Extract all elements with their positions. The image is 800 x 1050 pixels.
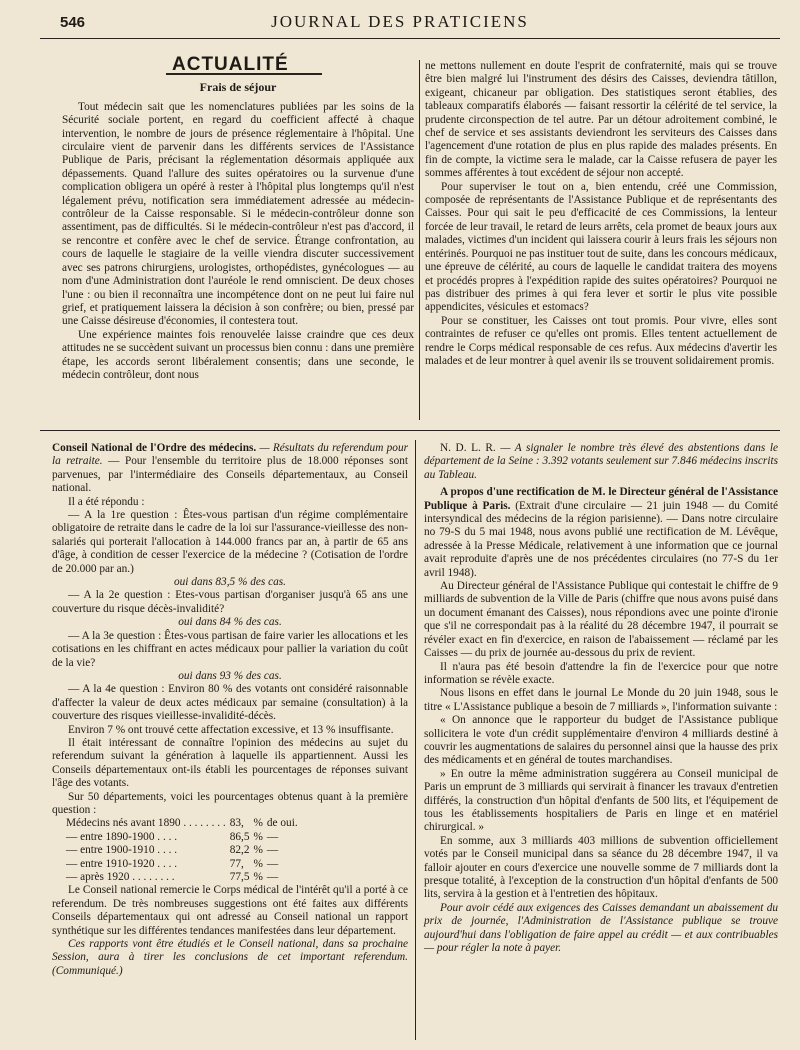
ndlr-text: — A signaler le nombre très élevé des abstentions dans le département de la Seine : 3.392 votants seulement sur 7.846 médecins inscrits au Tableau. (424, 442, 778, 481)
question-3-result: oui dans 93 % des cas. (178, 669, 282, 682)
question-1: — A la 1re question : Êtes-vous partisan d'un régime complémentaire obligatoire de retraite dans le cadre de la loi sur l'assurance-vieillesse des non-salariés qui porterait l'allocation à 144.000 francs par an, à partir de 65 ans d'âge, à condition de cesser l'exercice de la médecine ? (Cotisation de l'ordre de 20.000 par an.) (52, 509, 408, 575)
conseil-text: Le Conseil national remercie le Corps médical de l'intérêt qu'il a porté à ce referendum. De très nombreuses suggestions ont été faites aux différents Conseils départementaux qui ont adressé au Conseil national un rapport synthétique sur les différentes tendances manifestées dans leur département. (52, 884, 408, 937)
page-header (0, 0, 800, 40)
rectification-paragraph: En somme, aux 3 milliards 403 millions de subvention officiellement votés par le Conseil municipal dans sa séance du 28 décembre 1947, il va falloir ajouter en cours d'exercice une nouvelle somme de 7 milliards dont la presque totalité, à l'exception de la construction d'un hôpital d'enfants de 500 lits, servira à la gestion et à l'entretien des hôpitaux. (424, 834, 778, 901)
actualite-paragraph: Tout médecin sait que les nomenclatures publiées par les soins de la Sécurité sociale portent, en regard du coefficient affecté à chaque intervention, le nombre de jours de présence réglementaire à l'hôpital. Une circulaire vient de parvenir dans les différents services de l'Assistance Publique de Paris, précisant la réglementation désormais appliquée aux dépassements. Quand l'allure des suites opératoires ou la survenue d'une complication obligera un opéré à rester à l'hôpital plus longtemps qu'il n'est légalement prévu, notification sera immédiatement adressée au médecin-contrôleur de la Caisse responsable. Si le médecin-contrôleur donne son assentiment, pas de difficultés. Si le médecin-contrôleur n'est pas d'accord, il se rencontre et confère avec le chef de service. Étrange confrontation, au cours de laquelle le stagiaire de la veille viendra discuter successivement avec ses patrons chirurgiens, urologistes, orthopédistes, gynécologues — au nom d'une Administration dont l'auréole le rend omniscient. De deux choses l'une : ou bien il reconnaîtra une incompétence dont on ne peut lui faire nul grief, et pratiquement laissera la décision à son confrère; ou bien, pressé par une Caisse désireuse d'économies, il contestera tout. (62, 100, 414, 328)
rectification-paragraph: Nous lisons en effet dans le journal Le Monde du 20 juin 1948, sous le titre « L'Assistance publique a besoin de 7 milliards », l'information suivante : (424, 687, 778, 713)
column-divider (415, 440, 416, 1040)
question-4: — A la 4e question : Environ 80 % des votants ont considéré raisonnable d'affecter la valeur de deux actes médicaux par semaine (consultation) à la couverture des risques vieillesse-invalidité-décès. (52, 683, 408, 723)
rectification-quote: « On annonce que le rapporteur du budget de l'Assistance publique sollicitera le vote d'un crédit supplémentaire d'environ 4 milliards destiné à couvrir les augmentations de salaires du personnel ainsi que la hausse des prix des médicaments et en général de toutes marchandises. (424, 714, 778, 767)
conseil-subtitle: — Résultats du referendum pour la retraite. (52, 442, 408, 468)
rectification-quote: » En outre la même administration suggérera au Conseil municipal de Paris un emprunt de 3 milliards qui servirait à financer les travaux d'entretien différés, la construction d'un hôpital d'enfants de 500 lits, et l'équipement de tous les établissements hospitaliers de Paris en linge et en matériel chirurgical. » (424, 767, 778, 834)
table-row: Médecins nés avant 1890 . . . . . . . . 83, % de oui. (66, 817, 298, 830)
table-row: — entre 1910-1920 . . . . 77, % — (66, 857, 279, 870)
table-row: — entre 1890-1900 . . . . 86,5 % — (66, 830, 279, 843)
rectification-paragraph: Il n'aura pas été besoin d'attendre la fin de l'exercice pour que notre information se révèle exacte. (424, 660, 778, 686)
actualite-paragraph: ne mettons nullement en doute l'esprit de confraternité, mais qui se trouve être bien malgré lui l'instrument des désirs des Caisses, deviendra tâtillon, exigeant, chicaneur par obligation. Des statistiques seront établies, des tableaux comparatifs élaborés — faisant ressortir la célérité de tel service, la prudente circonspection de tel autre. Par un détour adroitement combiné, le chef de service et ses assistants deviendront les serviteurs des Caisses dans l'agencement d'une rotation de plus en plus rapide des malades présents. En fin de compte, la victime sera le malade, car la Caisse refusera de payer les sommes afférentes à tout excédent de séjour non accepté. (425, 60, 777, 180)
rectification-conclusion: Pour avoir cédé aux exigences des Caisses demandant un abaissement du prix de journée, l'Administration de l'Assistance publique se trouve aujourd'hui dans l'obligation de faire appel au crédit — et aux contribuables — pour régler la note à payer. (424, 901, 778, 955)
conseil-text: Sur 50 départements, voici les pourcentages obtenus quant à la première question : (52, 790, 408, 816)
actualite-paragraph: Pour superviser le tout on a, bien entendu, créé une Commission, composée de représentants de l'Assistance Publique et de représentants des Caisses. Pour qui sait le peu d'efficacité de ces Commissions, la lenteur forcée de leur travail, le retard de leurs arrêts, cela promet de beaux jours aux malades, victimes d'un incident qui laissera courir à leurs frais les séjours non entérinés. Pourquoi ne pas instituer tout de suite, dans les concours médicaux, une épreuve de célérité, au cours de laquelle le candidat traitera des moyens et procédés propres à l'expédition rapide des suites opératoires? Pourquoi ne pas distribuer des primes à qui fera lever et sortir le plus vite possible appendicites, vésicules et estomacs? (425, 180, 778, 314)
column-divider (419, 60, 420, 420)
conseil-column (52, 442, 408, 978)
question-4-detail: Environ 7 % ont trouvé cette affectation excessive, et 13 % insuffisante. (68, 723, 394, 736)
rectification-paragraph: Au Directeur général de l'Assistance Publique qui contestait le chiffre de 9 milliards de subvention de la Ville de Paris (chiffre que nous avons puisé dans un document émanant des Caisses), nous répondions avec une pointe d'ironie que s'il ne correspondait pas à la réalité du 28 décembre 1947, il pourrait se révéler exact en fin d'exercice, en raison de l'abaissement — réclamé par les Caisses — du prix de journée au-dessous du prix de revient. (424, 580, 778, 660)
rectification-title: A propos d'une rectification de M. le Directeur général de l'Assistance Publique à Paris. (424, 486, 778, 512)
actualite-col-right (425, 60, 777, 368)
rectification-column (424, 442, 778, 955)
table-row: — entre 1900-1910 . . . . 82,2 % — (66, 844, 279, 857)
question-3: — A la 3e question : Êtes-vous partisan de faire varier les allocations et les cotisations en les chiffrant en actes médicaux pour pallier la variation du coût de la vie? (52, 629, 408, 669)
conseil-text: Il était intéressant de connaître l'opinion des médecins au sujet du referendum suivant la génération à laquelle ils appartiennent. Aussi les Conseils départementaux ont-ils établi les pourcentages de réponses suivant l'âge des votants. (52, 736, 408, 790)
conseil-text: Il a été répondu : (68, 495, 145, 508)
section-divider (40, 430, 780, 431)
actualite-paragraph: Une expérience maintes fois renouvelée laisse craindre que ces deux attitudes ne se succèdent suivant un processus bien connu : dans une première étape, les accords seront libéralement consentis; dans une seconde, le médecin contrôleur, dont nous (62, 328, 414, 381)
header-rule (40, 38, 780, 39)
question-2-result: oui dans 84 % des cas. (178, 616, 282, 629)
actualite-paragraph: Pour se constituer, les Caisses ont tout promis. Pour vivre, elles sont contraintes de refuser ce qu'elles ont promis. Elles tentent actuellement de rendre le Corps médical responsable de ces refus. Aux médecins d'avertir les malades et de leur montrer à quel avenir ils se trouvent solidairement promis. (425, 314, 777, 367)
ndlr-label: N. D. L. R. (440, 442, 496, 454)
question-2: — A la 2e question : Etes-vous partisan d'organiser jusqu'à 65 ans une couverture du risque décès-invalidité? (52, 589, 408, 615)
journal-title: JOURNAL DES PRATICIENS (271, 12, 529, 31)
actualite-col-left (62, 56, 414, 382)
table-row: — après 1920 . . . . . . . . 77,5 % — (66, 871, 279, 883)
question-1-result: oui dans 83,5 % des cas. (173, 576, 287, 589)
age-percentage-table (66, 817, 302, 884)
actualite-subtitle: Frais de séjour (199, 80, 277, 95)
conseil-title: Conseil National de l'Ordre des médecins. (52, 442, 257, 454)
page-number: 546 (60, 14, 86, 31)
conseil-intro: — Pour l'ensemble du territoire plus de 18.000 réponses sont parvenues, par l'intermédiaire des Conseils départementaux, au Conseil national. (52, 455, 409, 495)
communique: Ces rapports vont être étudiés et le Conseil national, dans sa prochaine Session, aura à tirer les conclusions de cet important referendum. (Communiqué.) (52, 938, 408, 977)
actualite-title: ACTUALITÉ (172, 58, 414, 71)
rectification-intro: (Extrait d'une circulaire — 21 juin 1948 — du Comité intersyndical des médecins de la région parisienne). — Dans notre circulaire no 79-S du 5 mai 1948, nous avons publié une rectification de M. Lévêque, adressée à la Presse Médicale, relativement à une information que ce journal avait reproduite d'après une de nos précédentes circulaires (no 77-S du 1er avril 1948). (424, 499, 778, 579)
